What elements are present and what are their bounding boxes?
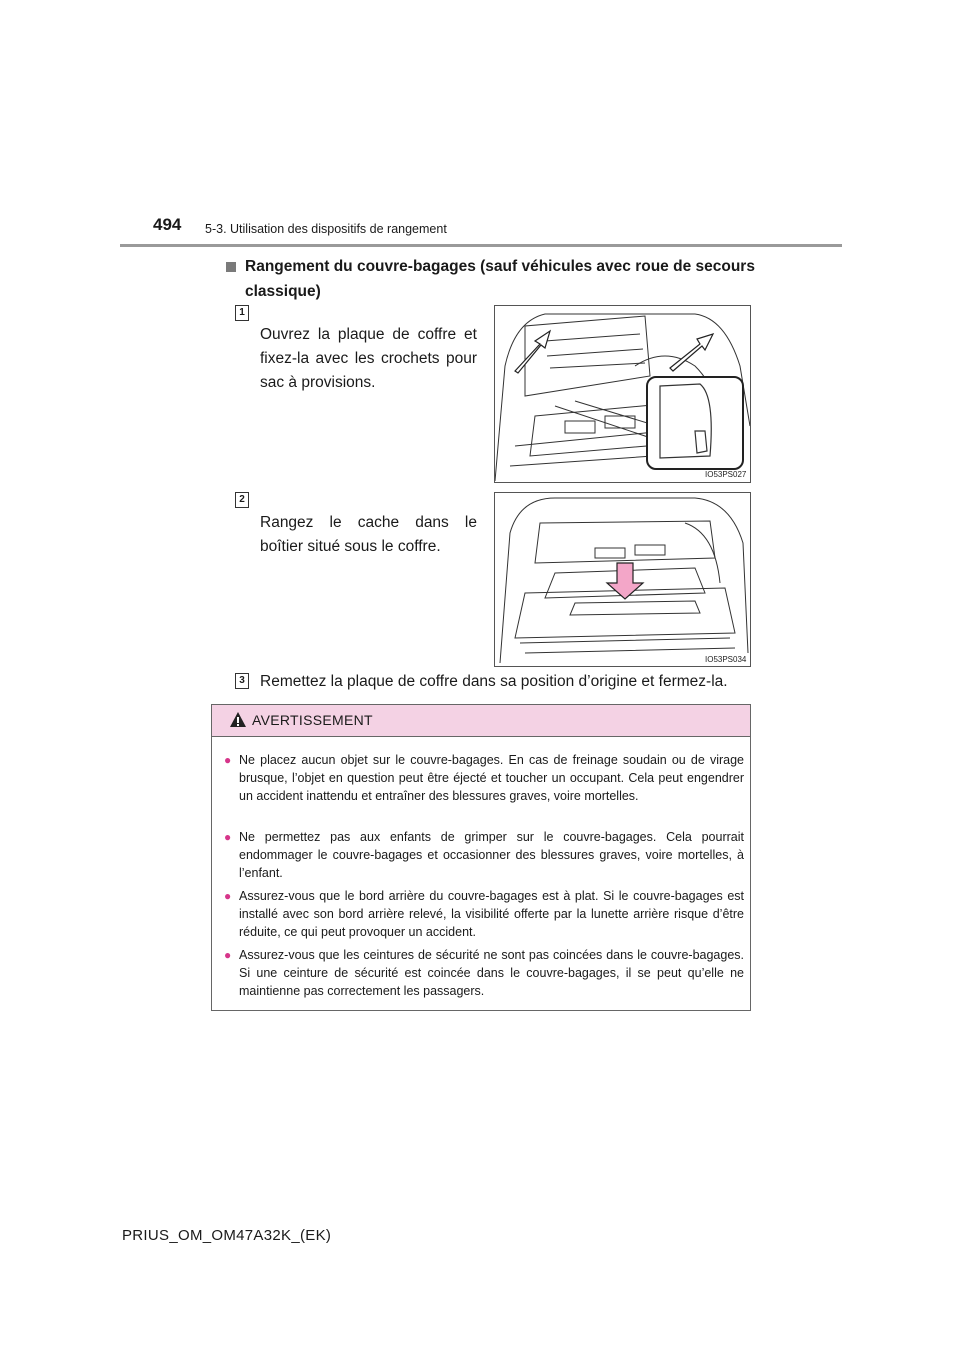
warning-item-text: Assurez-vous que le bord arrière du couvre-bagages est à plat. Si le couvre-bagages est installé avec son bord arrière relevé, la visibilité offerte par la lunette arrière risque d’être réduite, ce qui peut provoquer un accident. xyxy=(239,889,744,939)
subsection-heading: Rangement du couvre-bagages (sauf véhicules avec roue de secours classique) xyxy=(245,258,755,300)
circle-bullet-icon: ● xyxy=(224,889,232,903)
warning-item-text: Ne placez aucun objet sur le couvre-bagages. En cas de freinage soudain ou de virage brusque, l’objet en question peut être éjecté et toucher un occupant. Cela peut engendrer un accident inattendu et entraîner des blessures graves, voire mortelles. xyxy=(239,753,744,803)
step-number-2: 2 xyxy=(235,492,249,508)
warning-item-text: Assurez-vous que les ceintures de sécurité ne sont pas coincées dans le couvre-bagages. Si une ceinture de sécurité est coincée dans le couvre-bagages, il se peut qu’elle ne maintienne pas correctement les passagers. xyxy=(239,948,744,998)
circle-bullet-icon: ● xyxy=(224,830,232,844)
down-arrow-icon xyxy=(607,563,643,599)
figure-code-1: IO53PS027 xyxy=(705,470,747,479)
step-text-2: Rangez le cache dans le boîtier situé sous le coffre. xyxy=(260,514,477,555)
square-bullet-icon xyxy=(226,262,236,272)
step-text-1: Ouvrez la plaque de coffre et fixez-la avec les crochets pour sac à provisions. xyxy=(260,326,477,391)
page-number: 494 xyxy=(153,215,182,234)
step-number-3: 3 xyxy=(235,673,249,689)
figure-code-2: IO53PS034 xyxy=(705,655,747,664)
warning-box xyxy=(211,704,751,1011)
section-title: 5-3. Utilisation des dispositifs de rangement xyxy=(205,222,447,236)
warning-title: AVERTISSEMENT xyxy=(252,712,373,728)
step-text-3: Remettez la plaque de coffre dans sa position d’origine et fermez-la. xyxy=(260,673,728,690)
warning-item-text: Ne permettez pas aux enfants de grimper sur le couvre-bagages. Cela pourrait endommager le couvre-bagages et occasionner des blessures graves, voire mortelles, à l’enfant. xyxy=(239,830,744,880)
circle-bullet-icon: ● xyxy=(224,753,232,767)
warning-header xyxy=(212,705,750,737)
trunk-storage-illustration xyxy=(495,493,750,666)
warning-triangle-icon xyxy=(229,711,247,728)
step-number-1: 1 xyxy=(235,305,249,321)
figure-trunk-storage xyxy=(494,492,751,667)
trunk-hooks-illustration xyxy=(495,306,750,482)
document-footer: PRIUS_OM_OM47A32K_(EK) xyxy=(122,1227,332,1244)
header-divider xyxy=(120,244,842,247)
circle-bullet-icon: ● xyxy=(224,948,232,962)
figure-trunk-hooks xyxy=(494,305,751,483)
